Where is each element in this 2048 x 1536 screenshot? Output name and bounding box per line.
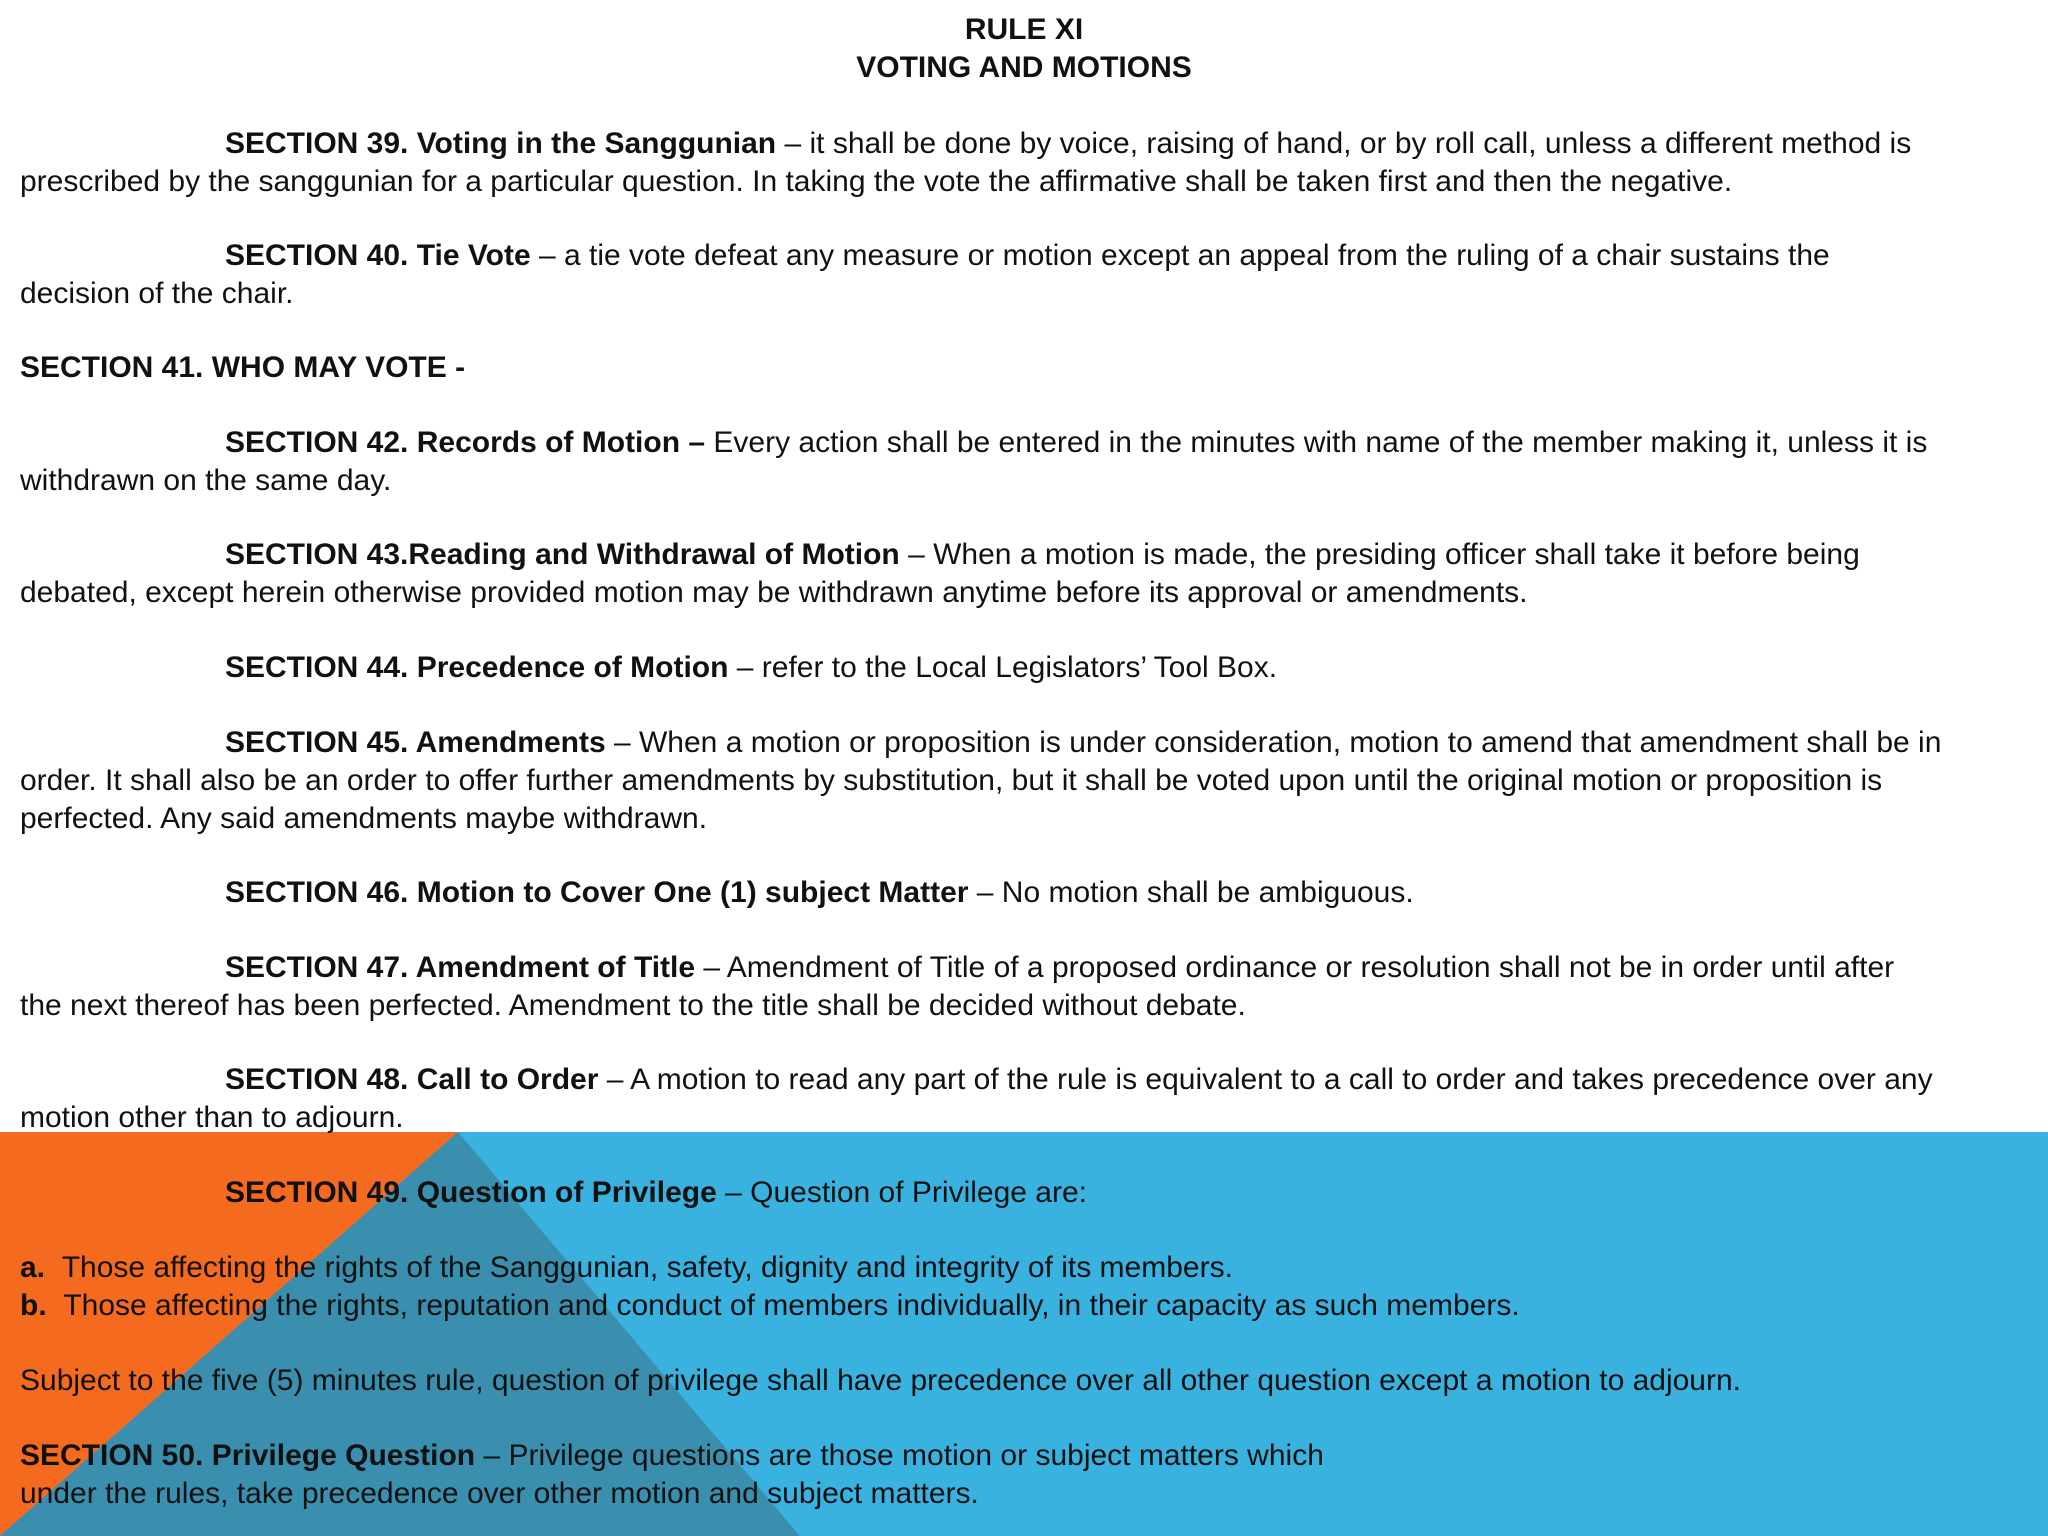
section-46: SECTION 46. Motion to Cover One (1) subject Matter – No motion shall be ambiguous. [225,876,1414,909]
section-47: SECTION 47. Amendment of Title – Amendment of Title of a proposed ordinance or resolution shall not be in order until after the next thereof has been perfected. Amendment to the title shall be decided without debate. [20,951,1895,1022]
section-43: SECTION 43.Reading and Withdrawal of Motion – When a motion is made, the presiding officer shall take it before being debated, except herein otherwise provided motion may be withdrawn anytime before its approval or amendments. [20,538,1860,609]
section-43-heading: SECTION 43.Reading and Withdrawal of Motion [225,538,900,571]
section-48: SECTION 48. Call to Order – A motion to read any part of the rule is equivalent to a call to order and takes precedence over any motion other than to adjourn. [20,1063,1933,1134]
list-item-b: b. Those affecting the rights, reputation and conduct of members individually, in their capacity as such members. [20,1289,1520,1322]
section-50: SECTION 50. Privilege Question – Privilege questions are those motion or subject matters which under the rules, take precedence over other motion and subject matters. [20,1439,1324,1510]
section-42: SECTION 42. Records of Motion – Every action shall be entered in the minutes with name of the member making it, unless it is withdrawn on the same day. [20,426,1928,497]
section-49-heading: SECTION 49. Question of Privilege [225,1176,717,1209]
section-41-heading: SECTION 41. WHO MAY VOTE - [20,351,466,384]
list-item-a: a. Those affecting the rights of the Sanggunian, safety, dignity and integrity of its members. [20,1251,1233,1284]
section-49: SECTION 49. Question of Privilege – Question of Privilege are: [225,1176,1087,1209]
section-50-heading: SECTION 50. Privilege Question [20,1439,476,1472]
section-44-heading: SECTION 44. Precedence of Motion [225,651,729,684]
section-45-heading: SECTION 45. Amendments [225,726,606,759]
section-39: SECTION 39. Voting in the Sanggunian – it shall be done by voice, raising of hand, or by roll call, unless a different method is prescribed by the sanggunian for a particular question. In taking the vote the affirmative shall be taken first and then the negative. [20,127,1912,198]
section-41 [20,349,2030,387]
section-45: SECTION 45. Amendments – When a motion or proposition is under consideration, motion to amend that amendment shall be in order. It shall also be an order to offer further amendments by substitution, but it shall be voted upon until the original motion or proposition is perfected. Any said amendments maybe withdrawn. [20,726,1942,835]
section-42-heading: SECTION 42. Records of Motion – [225,426,706,459]
section-46-heading: SECTION 46. Motion to Cover One (1) subject Matter [225,876,969,909]
rule-number: RULE XI [964,13,1084,46]
section-47-heading: SECTION 47. Amendment of Title [225,951,696,984]
section-40-heading: SECTION 40. Tie Vote [225,239,531,272]
subject-note: Subject to the five (5) minutes rule, question of privilege shall have precedence over all other question except a motion to adjourn. [20,1364,1742,1397]
rule-title: VOTING AND MOTIONS [856,51,1192,84]
section-39-heading: SECTION 39. Voting in the Sanggunian [225,127,777,160]
section-44: SECTION 44. Precedence of Motion – refer to the Local Legislators’ Tool Box. [225,651,1278,684]
section-40: SECTION 40. Tie Vote – a tie vote defeat any measure or motion except an appeal from the ruling of a chair sustains the decision of the chair. [20,239,1830,310]
section-48-heading: SECTION 48. Call to Order [225,1063,599,1096]
